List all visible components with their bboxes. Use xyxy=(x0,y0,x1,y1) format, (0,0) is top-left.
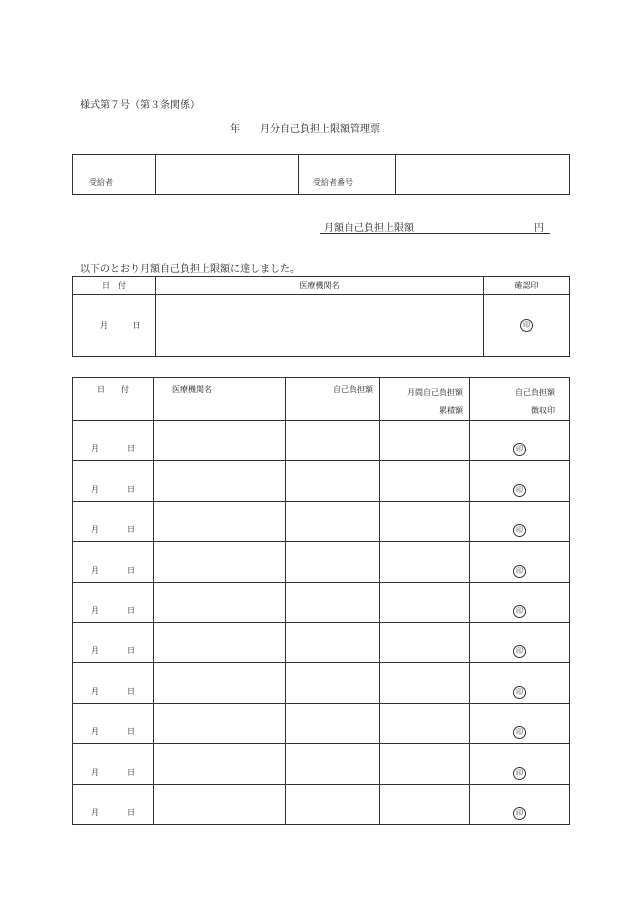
seal-icon: 印 xyxy=(513,726,526,739)
recipient-number-field[interactable] xyxy=(396,155,570,195)
ledger-date-cell[interactable] xyxy=(73,703,154,743)
ledger-date-cell[interactable] xyxy=(73,663,154,703)
ledger-copay-cell[interactable] xyxy=(286,501,380,541)
ledger-date-cell[interactable] xyxy=(73,582,154,622)
ledger-copay-cell[interactable] xyxy=(286,744,380,784)
confirm-header-facility: 医療機関名 xyxy=(156,277,484,295)
seal-icon: 印 xyxy=(513,524,526,537)
ledger-header-collected-line1: 自己負担額 xyxy=(515,388,555,397)
ledger-row xyxy=(73,703,570,743)
ledger-month-label: 月 xyxy=(91,727,99,737)
ledger-seal-cell[interactable] xyxy=(470,784,570,824)
ledger-row xyxy=(73,421,570,461)
ledger-month-label: 月 xyxy=(91,444,99,454)
ledger-cumulative-cell[interactable] xyxy=(380,784,470,824)
ledger-copay-cell[interactable] xyxy=(286,582,380,622)
ledger-header-cumulative-line1: 月間自己負担額 xyxy=(407,388,463,397)
ledger-day-label: 日 xyxy=(127,686,135,696)
ledger-header-copay: 自己負担額 xyxy=(286,378,380,421)
seal-icon: 印 xyxy=(513,767,526,780)
confirm-date-cell[interactable] xyxy=(73,295,156,357)
ledger-facility-cell[interactable] xyxy=(154,461,286,501)
ledger-copay-cell[interactable] xyxy=(286,703,380,743)
ledger-row xyxy=(73,744,570,784)
ledger-header-cumulative-line2: 累積額 xyxy=(439,406,463,415)
ledger-copay-cell[interactable] xyxy=(286,461,380,501)
confirm-day-label: 日 xyxy=(132,321,141,330)
ledger-day-label: 日 xyxy=(127,605,135,615)
seal-icon: 印 xyxy=(513,484,526,497)
ledger-facility-cell[interactable] xyxy=(154,421,286,461)
seal-icon: 印 xyxy=(513,645,526,658)
ledger-seal-cell[interactable] xyxy=(470,461,570,501)
ledger-seal-cell[interactable] xyxy=(470,622,570,662)
ledger-cumulative-cell[interactable] xyxy=(380,744,470,784)
ledger-date-cell[interactable] xyxy=(73,542,154,582)
seal-icon: 印 xyxy=(513,686,526,699)
ledger-seal-cell[interactable] xyxy=(470,542,570,582)
ledger-cumulative-cell[interactable] xyxy=(380,622,470,662)
ledger-facility-cell[interactable] xyxy=(154,703,286,743)
ledger-seal-cell[interactable] xyxy=(470,744,570,784)
ledger-row xyxy=(73,582,570,622)
ledger-month-label: 月 xyxy=(91,686,99,696)
ledger-month-label: 月 xyxy=(91,484,99,494)
seal-icon: 印 xyxy=(513,605,526,618)
ledger-month-label: 月 xyxy=(91,565,99,575)
ledger-cumulative-cell[interactable] xyxy=(380,703,470,743)
ledger-row xyxy=(73,784,570,824)
confirm-header-date: 日 付 xyxy=(73,277,156,295)
ledger-day-label: 日 xyxy=(127,767,135,777)
ledger-date-cell[interactable] xyxy=(73,784,154,824)
ledger-cumulative-cell[interactable] xyxy=(380,421,470,461)
ledger-date-cell[interactable] xyxy=(73,461,154,501)
ledger-row xyxy=(73,501,570,541)
ledger-facility-cell[interactable] xyxy=(154,542,286,582)
ledger-header-date: 日 付 xyxy=(73,378,154,421)
ledger-day-label: 日 xyxy=(127,807,135,817)
ledger-copay-cell[interactable] xyxy=(286,622,380,662)
ledger-date-cell[interactable] xyxy=(73,744,154,784)
ledger-month-label: 月 xyxy=(91,646,99,656)
ledger-row xyxy=(73,663,570,703)
ledger-facility-cell[interactable] xyxy=(154,622,286,662)
recipient-field[interactable] xyxy=(156,155,299,195)
monthly-limit-line[interactable] xyxy=(320,219,550,234)
ledger-cumulative-cell[interactable] xyxy=(380,582,470,622)
ledger-facility-cell[interactable] xyxy=(154,744,286,784)
ledger-month-label: 月 xyxy=(91,767,99,777)
ledger-day-label: 日 xyxy=(127,727,135,737)
confirm-header-seal: 確認印 xyxy=(484,277,570,295)
ledger-cumulative-cell[interactable] xyxy=(380,663,470,703)
ledger-month-label: 月 xyxy=(91,525,99,535)
ledger-facility-cell[interactable] xyxy=(154,582,286,622)
confirm-month-label: 月 xyxy=(100,321,108,330)
confirm-facility-cell[interactable] xyxy=(156,295,484,357)
page-title: 年 月分自己負担上限額管理票 xyxy=(230,124,380,135)
ledger-row xyxy=(73,461,570,501)
ledger-facility-cell[interactable] xyxy=(154,784,286,824)
ledger-seal-cell[interactable] xyxy=(470,663,570,703)
monthly-limit-unit: 円 xyxy=(534,223,544,234)
ledger-facility-cell[interactable] xyxy=(154,663,286,703)
confirm-seal-cell[interactable] xyxy=(484,295,570,357)
ledger-header-facility: 医療機関名 xyxy=(154,378,286,421)
monthly-limit-label: 月額自己負担上限額 xyxy=(324,223,414,234)
ledger-seal-cell[interactable] xyxy=(470,703,570,743)
ledger-row xyxy=(73,622,570,662)
ledger-header-collected xyxy=(470,378,570,421)
ledger-row xyxy=(73,542,570,582)
ledger-month-label: 月 xyxy=(91,807,99,817)
ledger-seal-cell[interactable] xyxy=(470,582,570,622)
seal-icon: 印 xyxy=(520,319,533,332)
ledger-day-label: 日 xyxy=(127,646,135,656)
recipient-table xyxy=(72,154,570,195)
seal-icon: 印 xyxy=(513,565,526,578)
ledger-facility-cell[interactable] xyxy=(154,501,286,541)
form-id: 様式第７号（第３条関係） xyxy=(80,100,200,111)
confirm-table xyxy=(72,276,570,357)
seal-icon: 印 xyxy=(513,443,526,456)
ledger-header-collected-line2: 徴収印 xyxy=(531,406,555,415)
ledger-date-cell[interactable] xyxy=(73,421,154,461)
ledger-copay-cell[interactable] xyxy=(286,663,380,703)
ledger-cumulative-cell[interactable] xyxy=(380,501,470,541)
ledger-copay-cell[interactable] xyxy=(286,784,380,824)
ledger-date-cell[interactable] xyxy=(73,501,154,541)
ledger-cumulative-cell[interactable] xyxy=(380,461,470,501)
recipient-label: 受給者 xyxy=(73,155,156,195)
ledger-day-label: 日 xyxy=(127,484,135,494)
ledger-seal-cell[interactable] xyxy=(470,421,570,461)
ledger-day-label: 日 xyxy=(127,565,135,575)
ledger-header-cumulative xyxy=(380,378,470,421)
ledger-seal-cell[interactable] xyxy=(470,501,570,541)
ledger-month-label: 月 xyxy=(91,605,99,615)
ledger-cumulative-cell[interactable] xyxy=(380,542,470,582)
ledger-date-cell[interactable] xyxy=(73,622,154,662)
ledger-table xyxy=(72,377,570,825)
ledger-day-label: 日 xyxy=(127,525,135,535)
ledger-copay-cell[interactable] xyxy=(286,542,380,582)
ledger-day-label: 日 xyxy=(127,444,135,454)
notice-text: 以下のとおり月額自己負担上限額に達しました。 xyxy=(80,264,300,275)
seal-icon: 印 xyxy=(513,807,526,820)
recipient-number-label: 受給者番号 xyxy=(299,155,396,195)
ledger-copay-cell[interactable] xyxy=(286,421,380,461)
